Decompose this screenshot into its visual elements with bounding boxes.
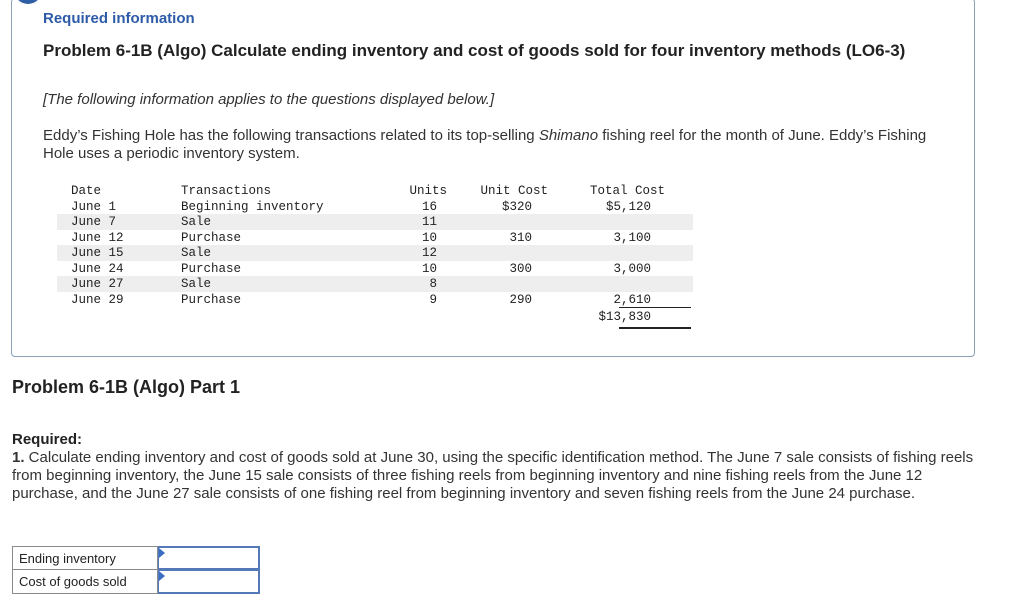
ending-inventory-input[interactable] bbox=[158, 546, 260, 570]
instruction-text: Calculate ending inventory and cost of goods sold at June 30, using the specific identification method. The June 7 sale consists of fishing reels from beginning inventory, the June 15 sale consists of three fishing reels from beginning inventory and nine fishing reels from the June 12 purchase, and the June 27 sale consists of one fishing reel from beginning inventory and seven fishing reels from the June 24 purchase. bbox=[12, 449, 974, 502]
row-date: June 27 bbox=[71, 277, 124, 291]
row-transaction: Sale bbox=[181, 246, 212, 260]
required-instruction bbox=[12, 449, 987, 503]
row-total-cost: 3,000 bbox=[613, 261, 651, 276]
row-transaction: Beginning inventory bbox=[181, 199, 324, 214]
transactions-table bbox=[57, 183, 693, 327]
row-date: June 15 bbox=[71, 246, 124, 260]
part-title: Problem 6-1B (Algo) Part 1 bbox=[12, 377, 241, 397]
row-transaction: Purchase bbox=[181, 292, 242, 307]
answer-row-ending-inventory bbox=[12, 546, 260, 570]
input-indicator-icon bbox=[159, 548, 165, 558]
row-units: 10 bbox=[421, 261, 437, 276]
row-units: 8 bbox=[429, 277, 437, 291]
row-date: June 1 bbox=[71, 199, 117, 214]
row-transaction: Purchase bbox=[181, 261, 242, 276]
row-transaction: Sale bbox=[181, 215, 212, 229]
row-total-cost: 2,610 bbox=[613, 292, 651, 307]
applies-note: [The following information applies to the questions displayed below.] bbox=[43, 91, 495, 108]
answer-row-cost-of-goods-sold bbox=[12, 570, 260, 594]
item-number: 1. bbox=[12, 449, 25, 466]
row-transaction: Sale bbox=[181, 277, 212, 291]
table-row bbox=[57, 276, 693, 292]
problem-title: Problem 6-1B (Algo) Calculate ending inventory and cost of goods sold for four inventory methods (LO6-3) bbox=[43, 41, 906, 60]
panel-corner-marker bbox=[14, 0, 42, 4]
row-unit-cost: 290 bbox=[509, 292, 532, 307]
required-label: Required: bbox=[12, 431, 83, 448]
table-total-row bbox=[57, 307, 693, 327]
row-units: 10 bbox=[421, 230, 437, 245]
table-row bbox=[57, 261, 693, 277]
ending-inventory-label: Ending inventory bbox=[12, 546, 158, 570]
row-unit-cost: 310 bbox=[509, 230, 532, 245]
row-units: 9 bbox=[429, 292, 437, 307]
total-rule bbox=[619, 327, 691, 329]
header-unit-cost: Unit Cost bbox=[480, 184, 548, 198]
table-row bbox=[57, 292, 693, 308]
row-date: June 7 bbox=[71, 215, 117, 229]
row-total-cost: $5,120 bbox=[605, 199, 651, 214]
intro-text-1: Eddy’s Fishing Hole has the following transactions related to its top-selling bbox=[43, 127, 539, 144]
table-header-row bbox=[57, 183, 693, 199]
input-indicator-icon bbox=[159, 571, 165, 581]
row-transaction: Purchase bbox=[181, 230, 242, 245]
answer-table bbox=[12, 546, 260, 594]
row-date: June 12 bbox=[71, 230, 124, 245]
required-information-heading: Required information bbox=[43, 10, 195, 27]
problem-intro bbox=[43, 127, 933, 163]
table-row bbox=[57, 230, 693, 246]
row-date: June 29 bbox=[71, 292, 124, 307]
header-total-cost: Total Cost bbox=[589, 184, 665, 198]
row-units: 11 bbox=[421, 215, 437, 229]
header-date: Date bbox=[71, 184, 102, 198]
row-unit-cost: $320 bbox=[501, 199, 532, 214]
row-unit-cost: 300 bbox=[509, 261, 532, 276]
header-units: Units bbox=[409, 184, 447, 198]
intro-text-2: fishing reel for the month of June. Eddy’s Fishing Hole uses a periodic inventory system. bbox=[43, 127, 927, 162]
header-transaction: Transactions bbox=[181, 184, 272, 198]
table-row bbox=[57, 245, 693, 261]
table-row bbox=[57, 214, 693, 230]
table-row bbox=[57, 199, 693, 215]
row-units: 16 bbox=[421, 199, 437, 214]
cost-of-goods-sold-input[interactable] bbox=[158, 570, 260, 594]
row-total-cost: 3,100 bbox=[613, 230, 651, 245]
grand-total: $13,830 bbox=[598, 310, 651, 324]
intro-brand: Shimano bbox=[538, 127, 599, 144]
row-units: 12 bbox=[421, 246, 437, 260]
cost-of-goods-sold-label: Cost of goods sold bbox=[12, 570, 158, 594]
row-date: June 24 bbox=[71, 261, 124, 276]
